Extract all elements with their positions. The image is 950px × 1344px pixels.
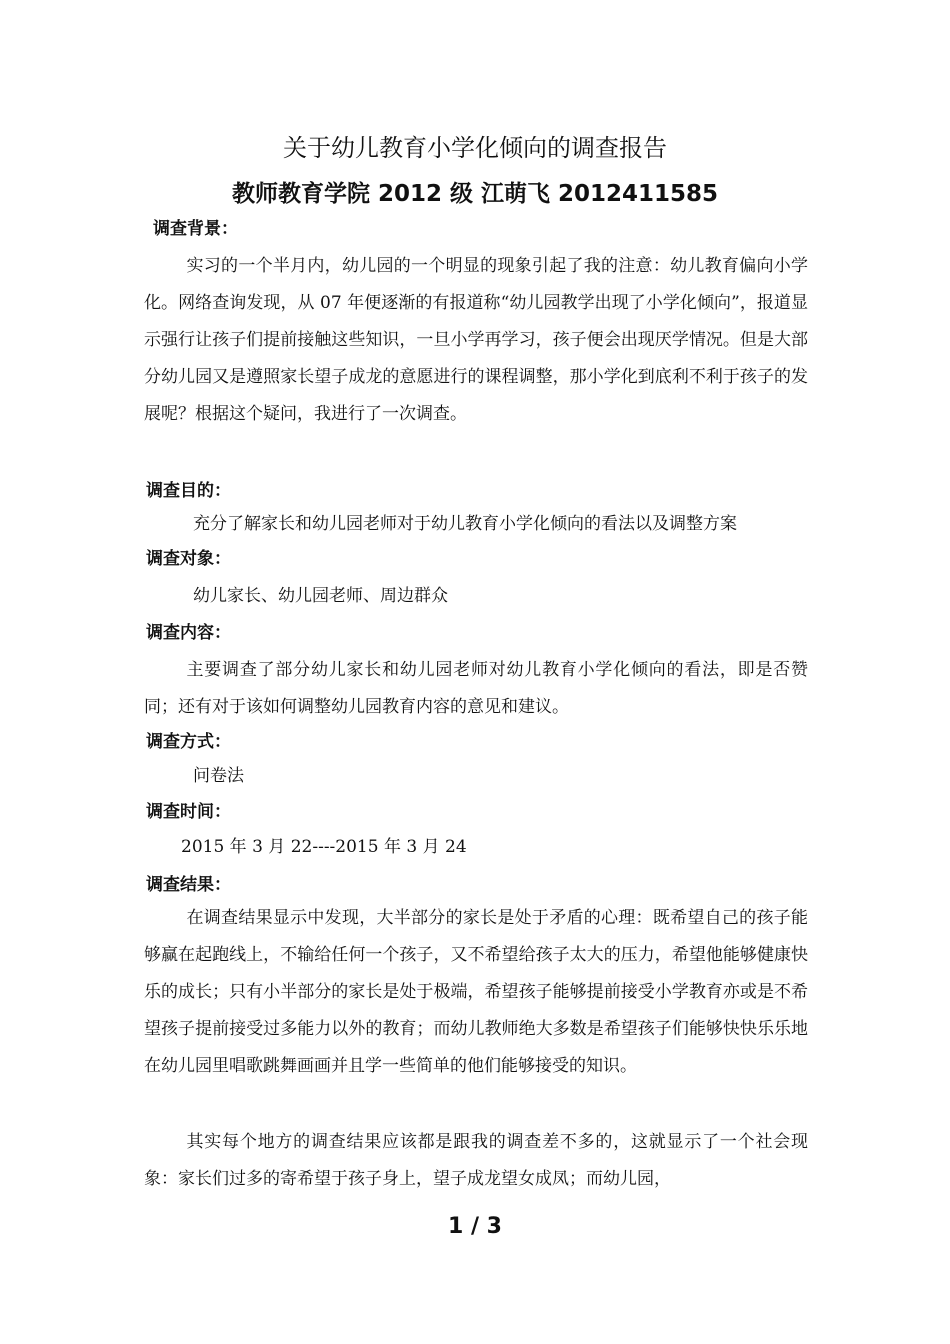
document-title: 关于幼儿教育小学化倾向的调查报告 — [283, 134, 667, 162]
author-line: 教师教育学院 2012 级 江萌飞 2012411585 — [231, 181, 719, 207]
section-heading-background: 调查背景： — [153, 219, 238, 239]
section-heading-purpose: 调查目的： — [146, 481, 231, 501]
section-heading-content: 调查内容： — [146, 623, 231, 643]
section-text-content: 主要调查了部分幼儿家长和幼儿园老师对幼儿教育小学化倾向的看法，即是否赞同；还有对于该如何调整幼儿园教育内容的意见和建议。 — [144, 660, 808, 717]
section-text-background: 实习的一个半月内，幼儿园的一个明显的现象引起了我的注意：幼儿教育偏向小学化。网络查询发现，从 07 年便逐渐的有报道称“幼儿园教学出现了小学化倾向”，报道显示强行让孩子们提前接触这些知识，一旦小学再学习，孩子便会出现厌学情况。但是大部分幼儿园又是遵照家长望子成龙的意愿进行的课程调整，那小学化到底利不利于孩子的发展呢？根据这个疑问，我进行了一次调查。 — [144, 256, 808, 424]
section-heading-results: 调查结果： — [146, 875, 231, 895]
section-text-time: 2015 年 3 月 22----2015 年 3 月 24 — [181, 837, 467, 857]
section-heading-time: 调查时间： — [146, 802, 231, 822]
section-text-subjects: 幼儿家长、幼儿园老师、周边群众 — [193, 586, 448, 606]
section-heading-subjects: 调查对象： — [146, 549, 231, 569]
page-indicator: 1 / 3 — [448, 1214, 502, 1239]
section-text-method: 问卷法 — [193, 766, 244, 786]
section-text-results-1: 在调查结果显示中发现，大半部分的家长是处于矛盾的心理：既希望自己的孩子能够赢在起跑线上，不输给任何一个孩子，又不希望给孩子太大的压力，希望他能够健康快乐的成长；只有小半部分的家长是处于极端，希望孩子能够提前接受小学教育亦或是不希望孩子提前接受过多能力以外的教育；而幼儿教师绝大多数是希望孩子们能够快快乐乐地在幼儿园里唱歌跳舞画画并且学一些简单的他们能够接受的知识。 — [144, 908, 808, 1076]
section-heading-method: 调查方式： — [146, 732, 231, 752]
section-text-purpose: 充分了解家长和幼儿园老师对于幼儿教育小学化倾向的看法以及调整方案 — [193, 514, 737, 534]
section-text-results-2: 其实每个地方的调查结果应该都是跟我的调查差不多的，这就显示了一个社会现象：家长们过多的寄希望于孩子身上，望子成龙望女成凤；而幼儿园， — [144, 1132, 808, 1189]
